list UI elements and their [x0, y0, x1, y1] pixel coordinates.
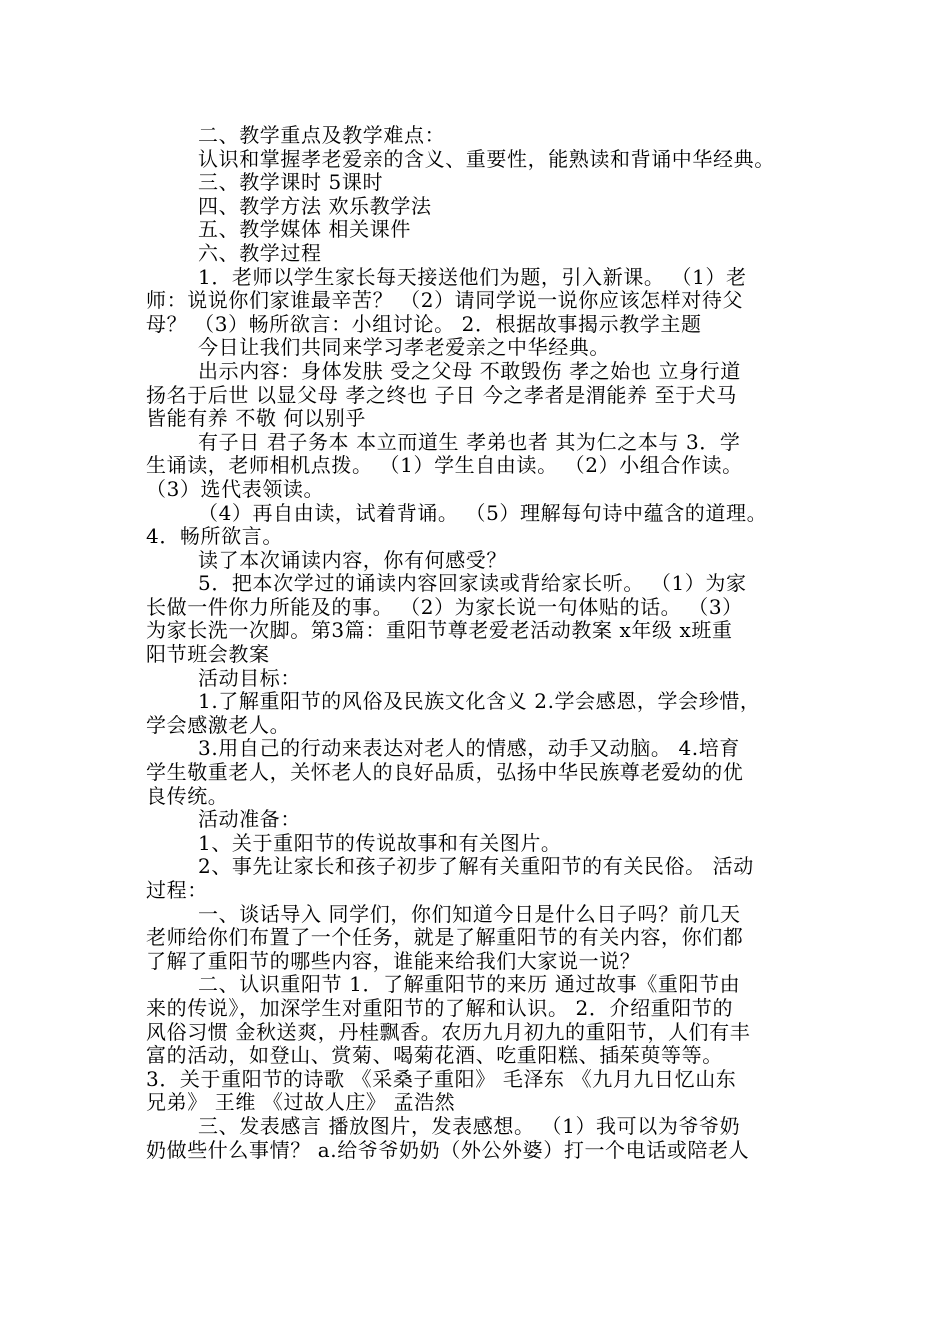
- text-line: 为家长洗一次脚。第3篇：重阳节尊老爱老活动教案 x年级 x班重: [146, 618, 733, 643]
- text-line: 皆能有养 不敬 何以别乎: [146, 406, 366, 431]
- text-line: 扬名于后世 以显父母 孝之终也 子日 今之孝者是渭能养 至于犬马: [146, 382, 737, 407]
- text-line: 3.用自己的行动来表达对老人的情感，动手又动脑。 4.培育: [198, 736, 740, 761]
- text-line: 4．畅所欲言。: [146, 524, 283, 549]
- text-line: 读了本次诵读内容，你有何感受？: [198, 547, 507, 572]
- text-line: 1.了解重阳节的风俗及民族文化含义 2.学会感恩，学会珍惜，: [198, 689, 761, 714]
- text-line: 学生敬重老人，关怀老人的良好品质，弘扬中华民族尊老爱幼的优: [146, 760, 744, 785]
- text-line: 良传统。: [146, 783, 229, 808]
- text-line: 三、发表感言 播放图片，发表感想。 （1）我可以为爷爷奶: [198, 1113, 741, 1138]
- text-line: 富的活动，如登山、赏菊、喝菊花酒、吃重阳糕、插茱萸等等。: [146, 1043, 723, 1068]
- document-page: [146, 124, 806, 1162]
- text-line: 1．老师以学生家长每天接送他们为题，引入新课。 （1）老: [198, 264, 747, 289]
- text-line: 今日让我们共同来学习孝老爱亲之中华经典。: [198, 335, 610, 360]
- text-line: 3．关于重阳节的诗歌 《采桑子重阳》 毛泽东 《九月九日忆山东: [146, 1066, 737, 1091]
- text-line: 一、谈话导入 同学们，你们知道今日是什么日子吗？前几天: [198, 901, 741, 926]
- text-line: 活动目标：: [198, 665, 301, 690]
- text-line: （4）再自由读，试着背诵。 （5）理解每句诗中蕴含的道理。: [198, 500, 768, 525]
- text-line: 了解了重阳节的哪些内容，谁能来给我们大家说一说？: [146, 948, 641, 973]
- text-line: 过程：: [146, 878, 208, 902]
- text-line: 5．把本次学过的诵读内容回家读或背给家长听。 （1）为家: [198, 571, 747, 596]
- text-line: 出示内容：身体发肤 受之父母 不敢毁伤 孝之始也 立身行道: [198, 358, 741, 383]
- text-line: 奶做些什么事情？ a.给爷爷奶奶（外公外婆）打一个电话或陪老人: [146, 1137, 750, 1162]
- text-line: 2、事先让家长和孩子初步了解有关重阳节的有关民俗。 活动: [198, 854, 754, 879]
- text-line: 1、关于重阳节的传说故事和有关图片。: [198, 830, 562, 855]
- text-line: 四、教学方法 欢乐教学法: [198, 193, 432, 218]
- text-line: 风俗习惯 金秋送爽，丹桂飘香。农历九月初九的重阳节，人们有丰: [146, 1019, 751, 1044]
- text-line: 学会感激老人。: [146, 712, 291, 737]
- text-line: 生诵读，老师相机点拨。 （1）学生自由读。 （2）小组合作读。: [146, 453, 743, 478]
- text-line: 六、教学过程: [198, 240, 322, 265]
- text-line: 二、教学重点及教学难点：: [198, 123, 446, 147]
- text-line: 长做一件你力所能及的事。 （2）为家长说一句体贴的话。 （3）: [146, 594, 743, 619]
- text-line: 活动准备：: [198, 807, 301, 832]
- text-line: 来的传说》，加深学生对重阳节的了解和认识。 2．介绍重阳节的: [146, 995, 734, 1020]
- text-line: 兄弟》 王维 《过故人庄》 孟浩然: [146, 1090, 456, 1115]
- text-line: 母？ （3）畅所欲言：小组讨论。 2．根据故事揭示教学主题: [146, 311, 702, 336]
- text-line: 认识和掌握孝老爱亲的含义、重要性，能熟读和背诵中华经典。: [198, 146, 775, 171]
- text-line: 有子日 君子务本 本立而道生 孝弟也者 其为仁之本与 3．学: [198, 429, 741, 454]
- text-line: 三、教学课时 5课时: [198, 170, 384, 195]
- text-line: 二、认识重阳节 1．了解重阳节的来历 通过故事《重阳节由: [198, 972, 741, 997]
- text-line: 阳节班会教案: [146, 642, 270, 667]
- text-line: 老师给你们布置了一个任务，就是了解重阳节的有关内容，你们都: [146, 925, 744, 950]
- text-line: （3）选代表领读。: [146, 476, 325, 501]
- text-line: 师：说说你们家谁最辛苦？ （2）请同学说一说你应该怎样对待父: [146, 288, 744, 313]
- text-line: 五、教学媒体 相关课件: [198, 217, 411, 242]
